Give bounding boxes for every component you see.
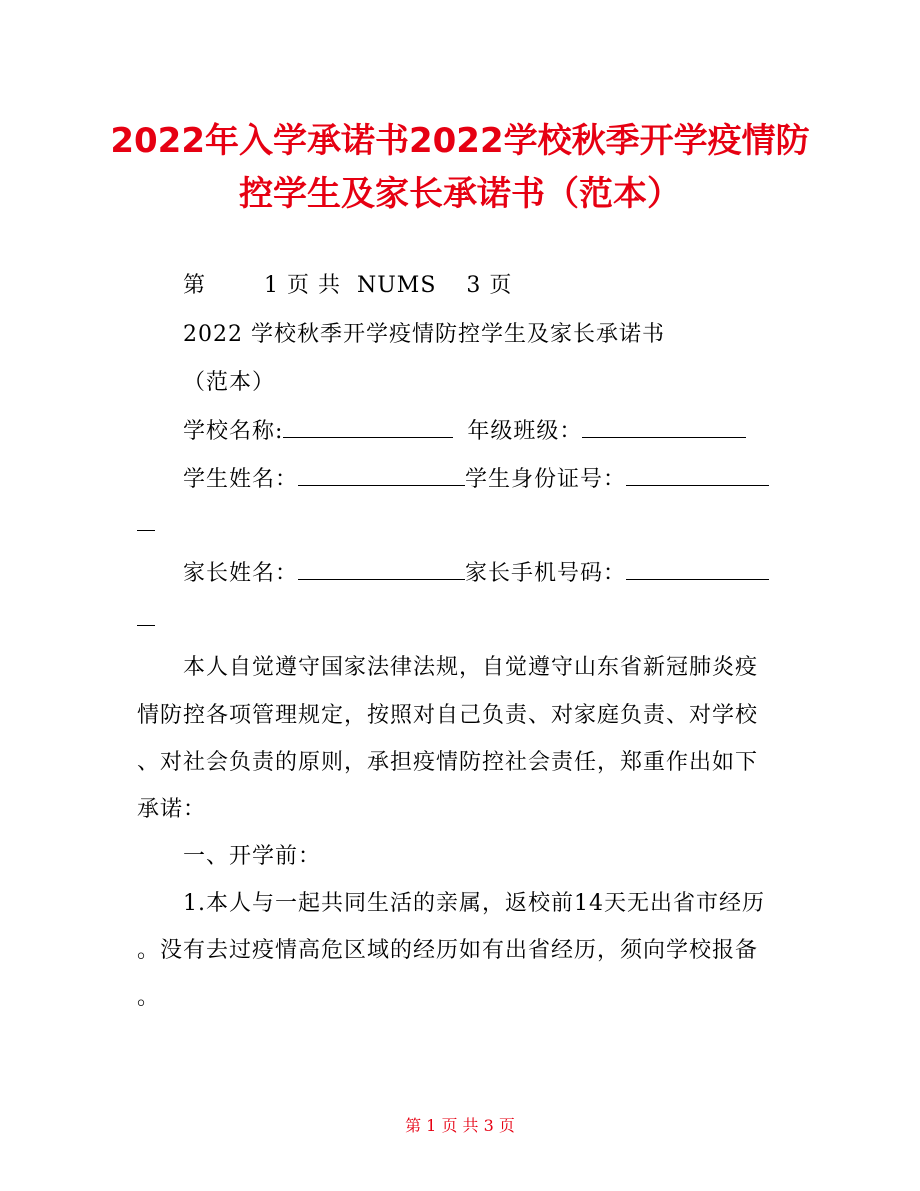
- grade-class-blank: [582, 417, 746, 438]
- page-counter-nums: NUMS: [357, 273, 437, 298]
- paragraph-line-1: 本人自觉遵守国家法律法规，自觉遵守山东省新冠肺炎疫: [183, 655, 759, 680]
- parent-phone-blank: [626, 559, 769, 580]
- parent-name-blank: [298, 559, 465, 580]
- student-id-label: 学生身份证号：: [465, 467, 627, 492]
- school-grade-row: [183, 417, 746, 446]
- page-footer: 第 1 页 共 3 页: [405, 1116, 515, 1135]
- page-counter-ye-gong: 页 共: [287, 273, 342, 298]
- school-name-label: 学校名称:: [183, 419, 284, 444]
- parent-row: [183, 559, 769, 588]
- paragraph-line-4: 承诺：: [137, 797, 207, 822]
- parent-name-label: 家长姓名：: [183, 561, 299, 586]
- student-id-blank: [626, 465, 769, 486]
- subtitle-line-2: （范本）: [183, 370, 276, 395]
- item-1-line-2: 。没有去过疫情高危区域的经历如有出省经历，须向学校报备: [137, 938, 759, 963]
- student-name-label: 学生姓名：: [183, 467, 299, 492]
- document-title-line-1: 2022年入学承诺书2022学校秋季开学疫情防: [110, 121, 810, 161]
- parent-phone-label: 家长手机号码：: [465, 561, 627, 586]
- paragraph-line-3: 、对社会负责的原则，承担疫情防控社会责任，郑重作出如下: [137, 750, 759, 775]
- student-id-blank-continued: [137, 530, 155, 531]
- grade-class-label: 年级班级：: [467, 419, 583, 444]
- page-counter-ye: 页: [489, 273, 513, 298]
- subtitle-line-1: 2022 学校秋季开学疫情防控学生及家长承诺书: [183, 322, 665, 347]
- page-counter-number: 1: [264, 273, 280, 298]
- document-title-line-2: 控学生及家长承诺书（范本）: [239, 174, 681, 214]
- page-counter: [183, 272, 512, 300]
- school-name-blank: [283, 417, 453, 438]
- parent-phone-blank-continued: [137, 625, 155, 626]
- student-row: [183, 465, 769, 494]
- page-counter-di: 第: [183, 273, 207, 298]
- page-counter-total: 3: [466, 273, 482, 298]
- student-name-blank: [298, 465, 465, 486]
- section-1-heading: 一、开学前：: [183, 844, 322, 869]
- paragraph-line-2: 情防控各项管理规定，按照对自己负责、对家庭负责、对学校: [137, 703, 759, 728]
- item-1-line-1: 1.本人与一起共同生活的亲属，返校前14天无出省市经历: [183, 891, 765, 916]
- item-1-line-3: 。: [137, 985, 161, 1010]
